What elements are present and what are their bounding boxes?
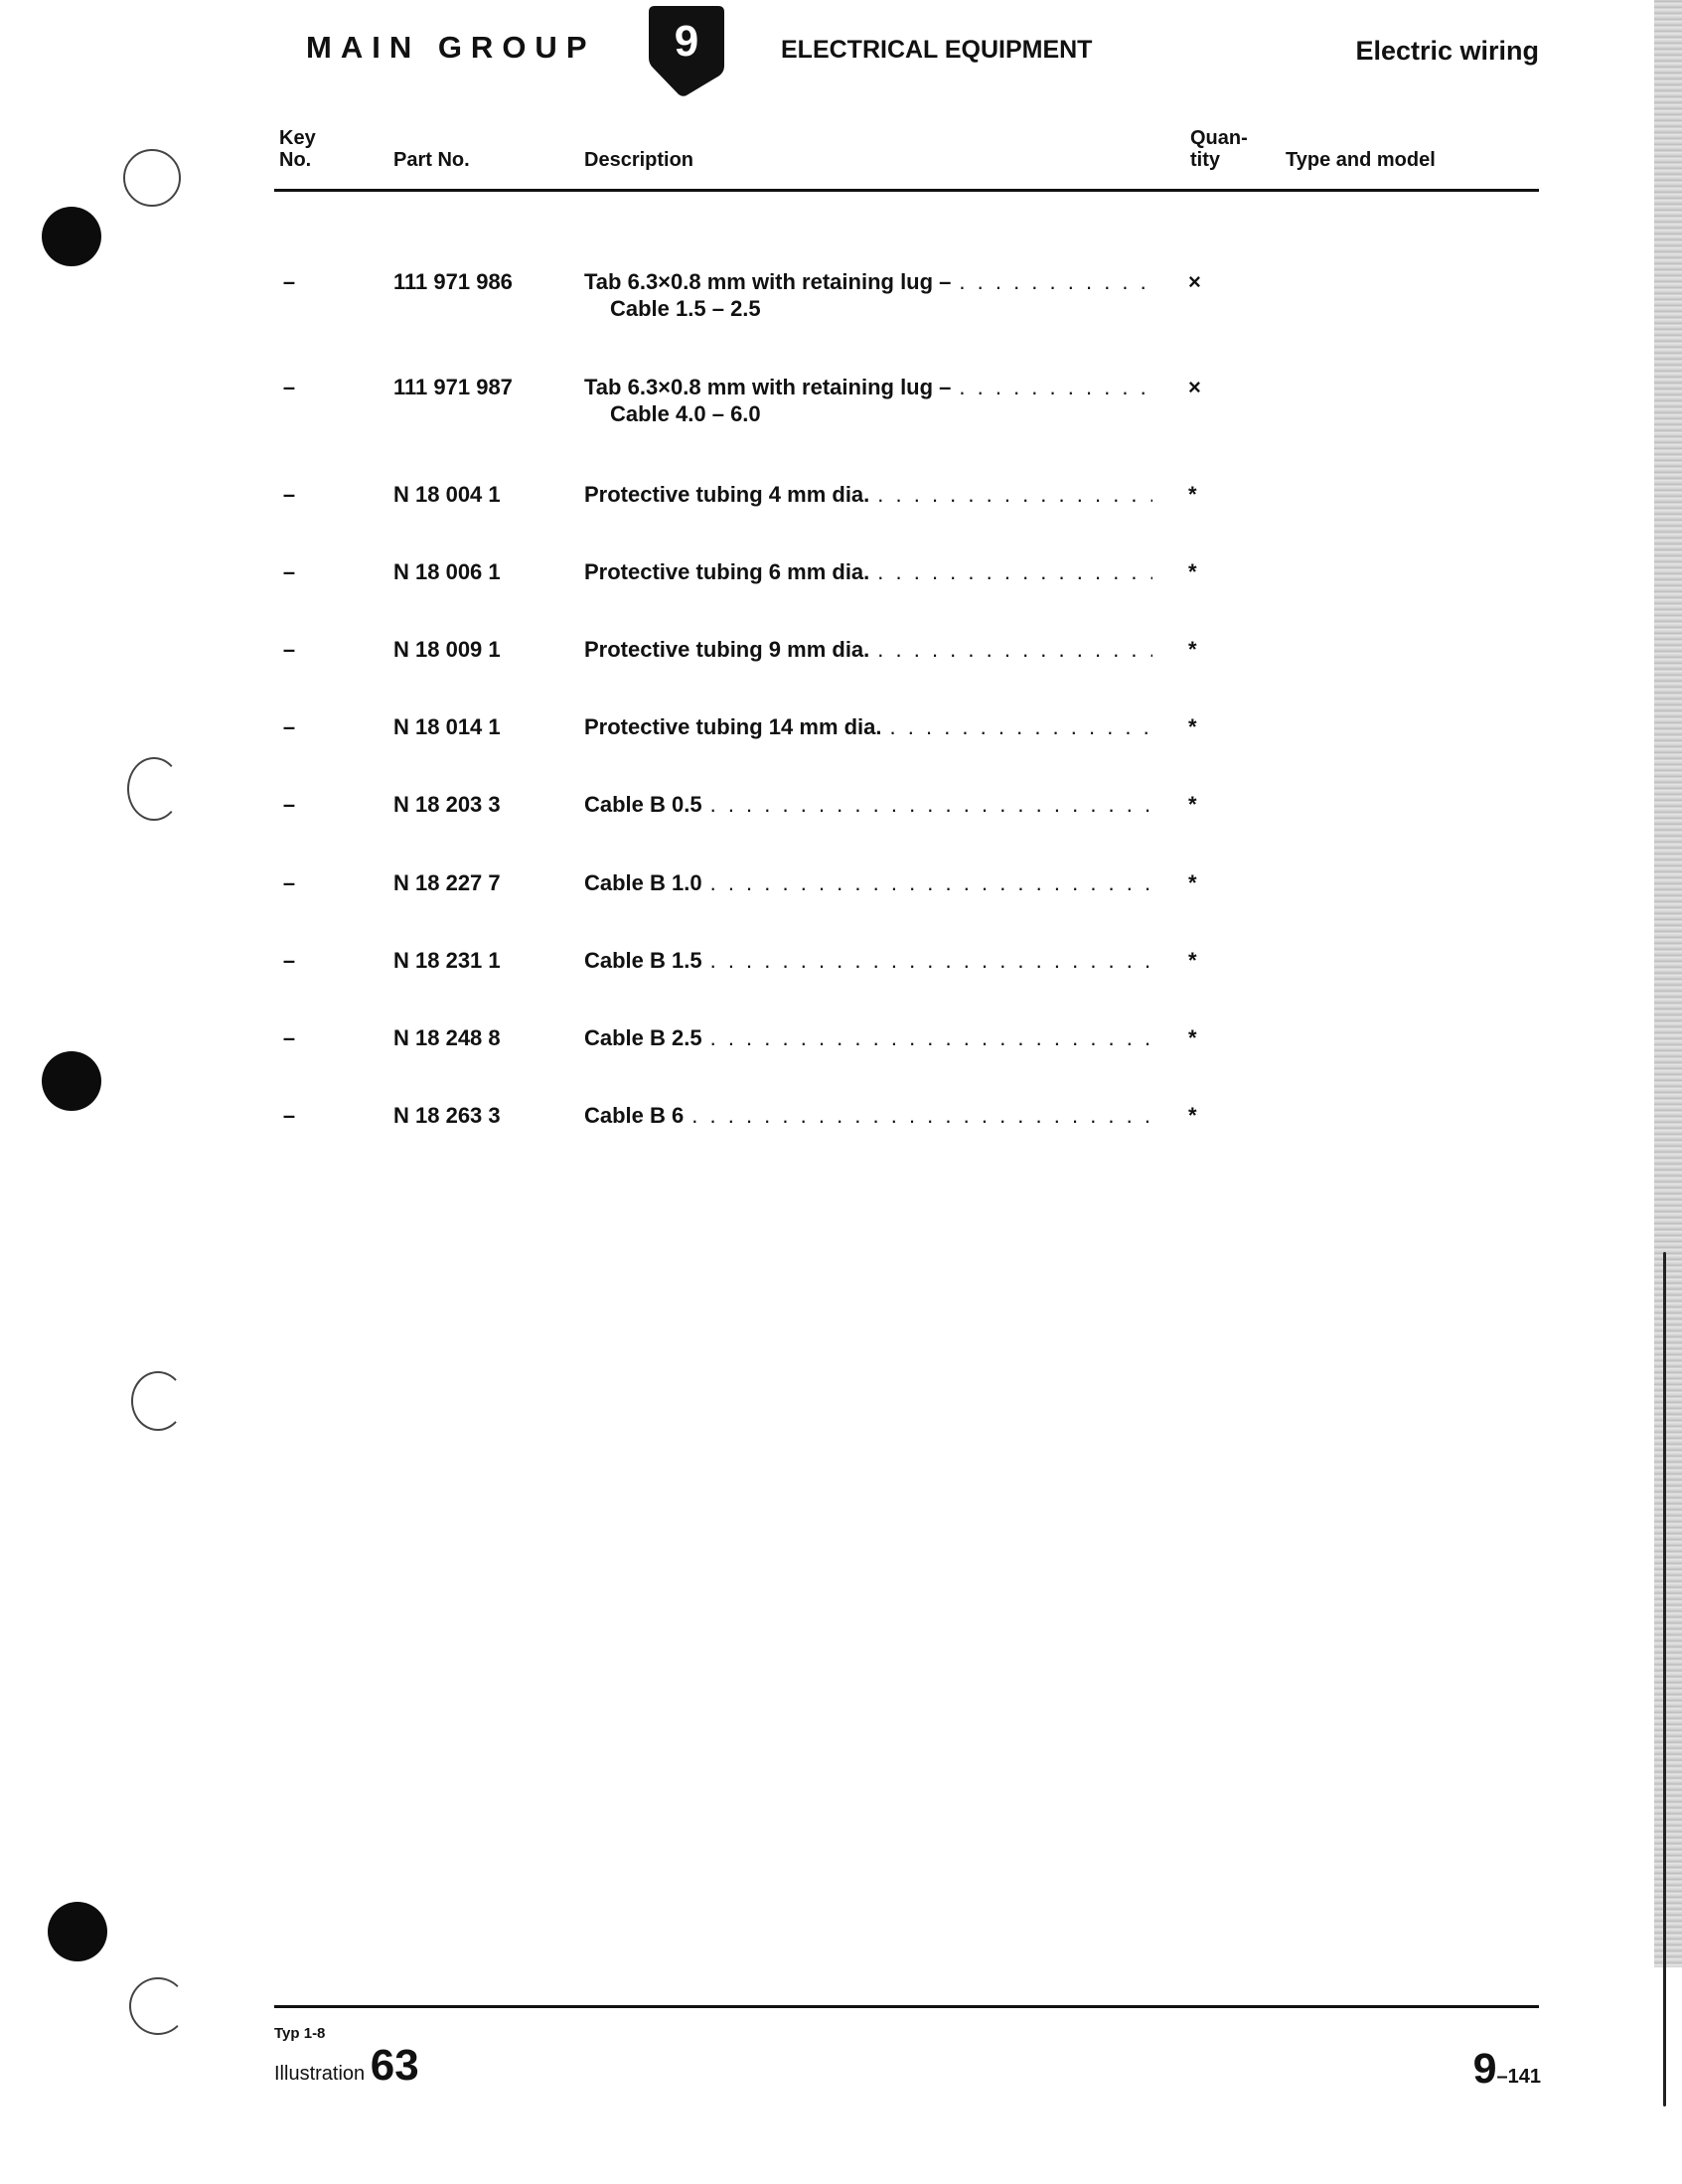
part-number: N 18 248 8 (393, 1025, 501, 1050)
quantity: * (1188, 870, 1197, 895)
page-number-minor: –141 (1496, 2066, 1541, 2088)
leader-dots (959, 268, 1152, 295)
description-subline: Cable 4.0 – 6.0 (610, 401, 761, 426)
part-number: N 18 263 3 (393, 1103, 501, 1128)
description (584, 558, 1152, 585)
part-number: N 18 227 7 (393, 870, 501, 895)
leader-dots (959, 374, 1152, 400)
key-no: – (282, 559, 296, 584)
ring-mark (129, 1977, 187, 2035)
key-no: – (282, 1103, 296, 1128)
group-title: ELECTRICAL EQUIPMENT (781, 36, 1093, 64)
col-description: Description (584, 149, 694, 171)
quantity: * (1188, 714, 1197, 739)
description-text: Cable B 1.0 (584, 870, 702, 895)
leader-dots (877, 481, 1152, 508)
punch-hole-middle (42, 1051, 101, 1111)
col-quantity-line2: tity (1190, 149, 1220, 171)
description-text: Cable B 1.5 (584, 948, 702, 973)
col-quantity (1190, 127, 1248, 171)
quantity: * (1188, 1025, 1197, 1050)
ring-mark (131, 1371, 185, 1431)
leader-dots (877, 636, 1152, 663)
description-text: Cable B 0.5 (584, 792, 702, 817)
main-group-label: MAIN GROUP (306, 30, 596, 65)
header-rule (274, 189, 1539, 192)
leader-dots (877, 558, 1152, 585)
quantity: * (1188, 482, 1197, 507)
quantity: × (1188, 269, 1201, 294)
description (584, 636, 1152, 663)
quantity: × (1188, 375, 1201, 399)
group-number-badge (647, 2, 726, 97)
leader-dots (691, 1102, 1152, 1129)
part-number: N 18 203 3 (393, 792, 501, 817)
punch-hole-top (42, 207, 101, 266)
description (584, 791, 1152, 818)
leader-dots (710, 947, 1152, 974)
key-no: – (282, 269, 296, 294)
scan-edge (1654, 0, 1682, 1967)
leader-dots (710, 869, 1152, 896)
illustration-number: 63 (370, 2041, 419, 2090)
footer-rule (274, 2005, 1539, 2008)
description-text: Cable B 6 (584, 1103, 685, 1128)
description (584, 481, 1152, 508)
description-text: Protective tubing 4 mm dia. (584, 482, 870, 507)
page-edge-line (1663, 1252, 1666, 2106)
description (584, 869, 1152, 896)
description (584, 713, 1152, 740)
key-no: – (282, 482, 296, 507)
key-no: – (282, 870, 296, 895)
key-no: – (282, 948, 296, 973)
description (584, 268, 1152, 322)
col-key-no-line2: No. (279, 149, 312, 171)
col-key-no (279, 127, 316, 171)
description-text: Tab 6.3×0.8 mm with retaining lug – (584, 269, 952, 294)
description (584, 1102, 1152, 1129)
illustration-label: Illustration (274, 2063, 366, 2085)
key-no: – (282, 637, 296, 662)
quantity: * (1188, 637, 1197, 662)
page-number-major: 9 (1472, 2045, 1497, 2093)
vehicle-type: Typ 1-8 (274, 2025, 326, 2042)
col-part-no: Part No. (393, 149, 470, 171)
description-text: Tab 6.3×0.8 mm with retaining lug – (584, 375, 952, 399)
description-text: Cable B 2.5 (584, 1025, 702, 1050)
key-no: – (282, 1025, 296, 1050)
part-number: N 18 006 1 (393, 559, 501, 584)
col-key-no-line1: Key (279, 127, 316, 149)
part-number: N 18 231 1 (393, 948, 501, 973)
key-no: – (282, 792, 296, 817)
part-number: 111 971 986 (393, 269, 513, 294)
part-number: 111 971 987 (393, 375, 513, 399)
quantity: * (1188, 792, 1197, 817)
description (584, 374, 1152, 427)
part-number: N 18 014 1 (393, 714, 501, 739)
illustration-ref (274, 2041, 419, 2091)
quantity: * (1188, 948, 1197, 973)
key-no: – (282, 375, 296, 399)
description-subline: Cable 1.5 – 2.5 (610, 296, 761, 321)
description-text: Protective tubing 14 mm dia. (584, 714, 882, 739)
part-number: N 18 004 1 (393, 482, 501, 507)
leader-dots (890, 713, 1152, 740)
page-number (1473, 2045, 1541, 2094)
ring-mark (123, 149, 181, 207)
description (584, 947, 1152, 974)
description (584, 1024, 1152, 1051)
quantity: * (1188, 559, 1197, 584)
section-title: Electric wiring (1355, 36, 1539, 66)
part-number: N 18 009 1 (393, 637, 501, 662)
punch-hole-bottom (48, 1902, 107, 1961)
ring-mark (127, 757, 181, 821)
col-type-model: Type and model (1286, 149, 1436, 171)
description-text: Protective tubing 9 mm dia. (584, 637, 870, 662)
leader-dots (710, 791, 1152, 818)
description-text: Protective tubing 6 mm dia. (584, 559, 870, 584)
col-quantity-line1: Quan- (1190, 127, 1248, 149)
leader-dots (710, 1024, 1152, 1051)
group-number: 9 (674, 17, 699, 66)
key-no: – (282, 714, 296, 739)
quantity: * (1188, 1103, 1197, 1128)
